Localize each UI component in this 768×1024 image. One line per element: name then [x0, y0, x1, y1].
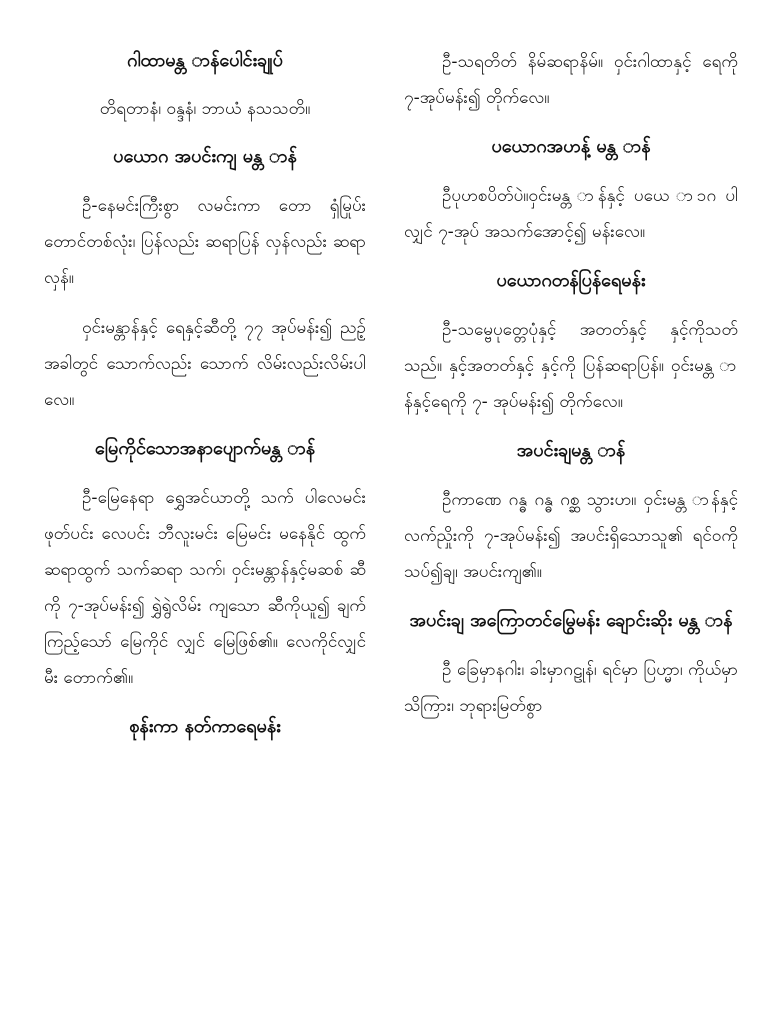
section-heading: ပယောဂ အပင်းကျ မန္တ ာန် [113, 146, 297, 167]
document-title: ဂါထာမန္တ ာန်ပေါင်းချုပ် [127, 50, 283, 71]
section-heading: မြေကိုင်သောအနာပျောက်မန္တ ာန် [94, 438, 316, 459]
section-paragraph: ဝှင်းမန္တာန်နှင့် ရေနှင့်ဆီတို့ ၇၇ အုပ်မန်း၍ ညဥ့်အခါတွင် သောက်လည်း သောက် လိမ်းလည်းလိမ်းပါလေ။ [44, 318, 366, 410]
section-paragraph: ဦပုဟစပိတ်ပဲ။ဝှင်းမန္တ ာန်နှင့် ပယေ ာ၁ဂ ပါလျှင် ၇-အုပ် အသက်အောင့်၍ မန်းလေ။ [404, 186, 738, 242]
section-paragraph: ဦ-မြေနေရာ ရွှေအင်ယာတို့ သက် ပါလေမင်း ဖုတ်ပင်း လေပင်း ဘီလူးမင်း မြေမင်း မနေနိုင် ထွက် ဆရာထွက် သက်ဆရာ သက်၊ ဝှင်းမန္တာန်နှင့်မဆစ် ဆီ ကို ၇-အုပ်မန်း၍ ရွှဲရွဲလိမ်း ကျသော ဆီကိုယူ၍ ချက်ကြည့်သော် မြေကိုင် လျှင် မြေဖြစ်၏။ လေကိုင်လျှင် မီး တောက်၏။ [44, 488, 366, 688]
section-heading: စုန်းကာ နတ်ကာရေမန်း [129, 716, 281, 737]
intro-line: တိရတာနံ၊ ဝန္ဒနံ၊ ဘာယံ နသသတိ။ [99, 99, 311, 119]
section-paragraph: ဦ-သရတိတ် နိမ်ဆရာနိမ်။ ဝှင်းဂါထာနှင့် ရေကို ၇-အုပ်မန်း၍ တိုက်လေ။ [404, 52, 738, 108]
section-heading: အပင်းချ အကြောတင်မြွေမန်း ချောင်းဆိုး မန္တ ာန် [409, 610, 733, 631]
left-column [44, 44, 366, 1024]
section-heading: အပင်းချမန္တ ာန် [516, 440, 626, 461]
section-paragraph: ဦကာဏေ ဂန္ဓ ဂန္ဓ ဂစ္ဆ သွားဟ။ ဝှင်းမန္တ ာန်နှင့် လက်ညှိုးကို ၇-အုပ်မန်း၍ အပင်းရှိသောသူ၏ ရင်ဝကို သပ်၍ချ၊ အပင်းကျ၏။ [404, 490, 738, 582]
right-column [404, 44, 738, 1024]
section-paragraph: ဦ ခြေမှာနဂါး၊ ခါးမှာဂဠုန်၊ ရင်မှာ ပြဟ္မာ၊ ကိုယ်မှာသိကြား၊ ဘုရားမြတ်စွာ [404, 660, 738, 716]
section-paragraph: ဦ-နေမင်းကြီးစွာ လမင်းကာ တော ရှံမြုပ်း တောင်တစ်လုံး၊ ပြန်လည်း ဆရာပြန် လှန်လည်း ဆရာလှန်။ [44, 196, 366, 288]
section-heading: ပယောဂတန်ပြန်ရေမန်း [496, 270, 646, 291]
section-heading: ပယောဂအဟန့် မန္တ ာန် [491, 136, 651, 157]
section-paragraph: ဦ-သမ္ဗေပုတ္တေပုံနှင့် အတတ်နှင့် နှင့်ကိုသတ်သည်။ နှင့်အတတ်နှင့် နှင့်ကို ပြန်ဆရာပြန်။ ဝှင်းမန္တ ာန်နှင့်ရေကို ၇- အုပ်မန်း၍ တိုက်လေ။ [404, 320, 738, 412]
